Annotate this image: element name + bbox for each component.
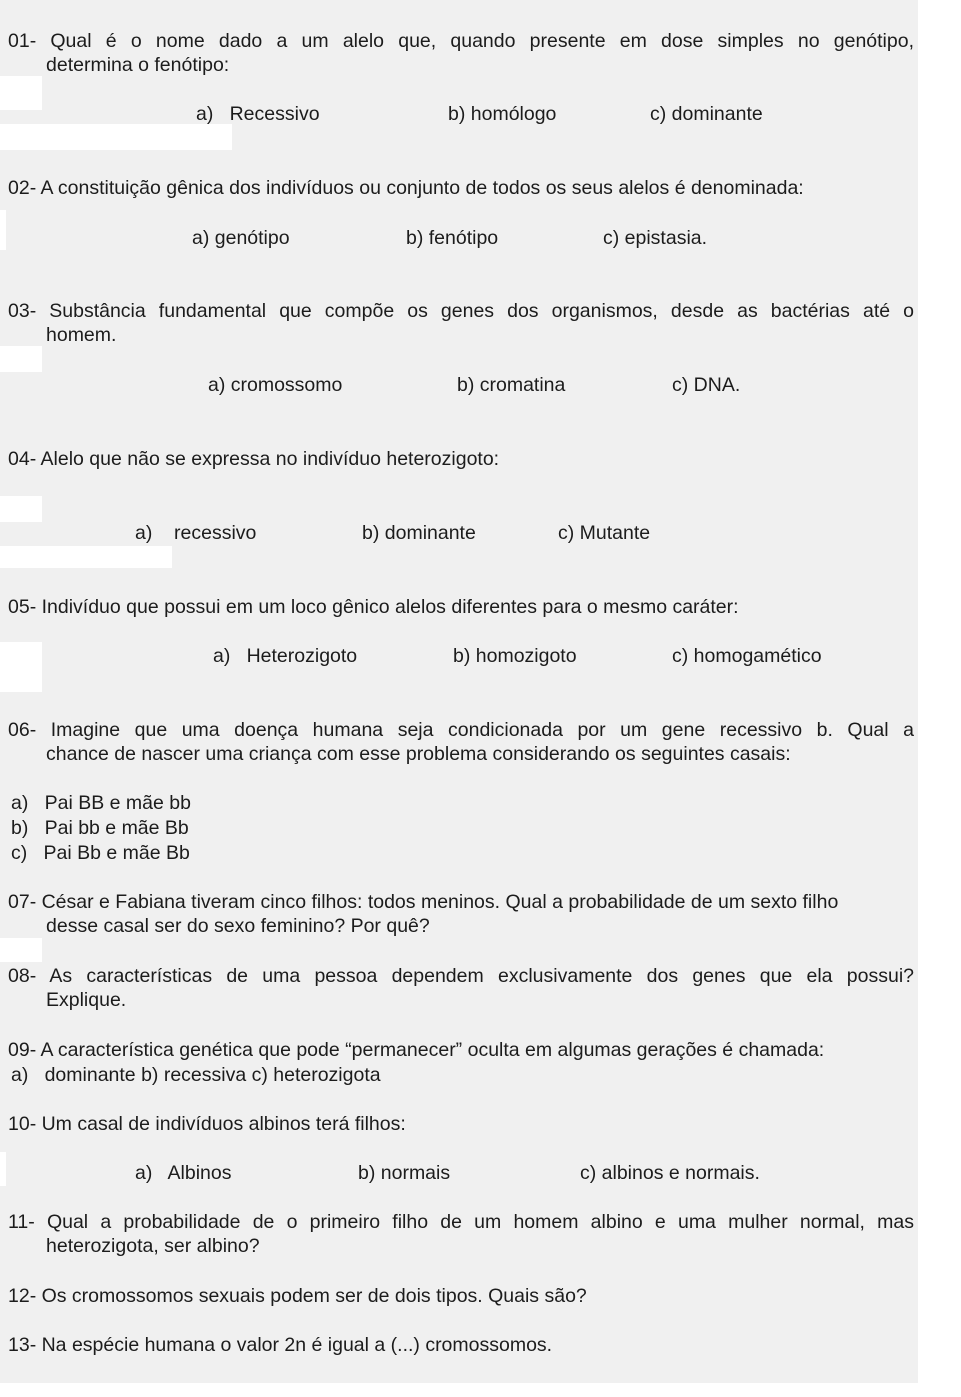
question-04-option-c: c) Mutante <box>558 522 651 544</box>
question-08-line-2: Explique. <box>46 989 127 1011</box>
question-03-option-b: b) cromatina <box>457 374 566 396</box>
question-01-option-c: c) dominante <box>650 103 763 125</box>
question-10-option-c: c) albinos e normais. <box>580 1162 760 1184</box>
question-11-line-1: 11- Qual a probabilidade de o primeiro filho de um homem albino e uma mulher normal, mas <box>8 1211 914 1233</box>
question-01-line-1: 01- Qual é o nome dado a um alelo que, quando presente em dose simples no genótipo, <box>8 30 914 52</box>
question-10-option-b: b) normais <box>358 1162 451 1184</box>
question-01-option-b: b) homólogo <box>448 103 557 125</box>
question-06-line-2: chance de nascer uma criança com esse problema considerando os seguintes casais: <box>46 743 791 765</box>
question-07-line-2: desse casal ser do sexo feminino? Por quê? <box>46 915 430 937</box>
question-04-option-a: a) recessivo <box>135 522 257 544</box>
question-05-option-a: a) Heterozigoto <box>213 645 358 667</box>
question-02-option-c: c) epistasia. <box>603 227 708 249</box>
question-03-line-1: 03- Substância fundamental que compõe os genes dos organismos, desde as bactérias até o <box>8 300 914 322</box>
scan-gap <box>0 496 42 522</box>
question-05-option-b: b) homozigoto <box>453 645 577 667</box>
question-06-line-1: 06- Imagine que uma doença humana seja condicionada por um gene recessivo b. Qual a <box>8 719 914 741</box>
question-01-option-a: a) Recessivo <box>196 103 320 125</box>
question-13-line-1: 13- Na espécie humana o valor 2n é igual a (...) cromossomos. <box>8 1334 553 1356</box>
question-12-line-1: 12- Os cromossomos sexuais podem ser de dois tipos. Quais são? <box>8 1285 587 1307</box>
question-01-line-2: determina o fenótipo: <box>46 54 230 76</box>
question-07-line-1: 07- César e Fabiana tiveram cinco filhos: todos meninos. Qual a probabilidade de um sexto filho <box>8 891 839 913</box>
question-05-option-c: c) homogamético <box>672 645 822 667</box>
question-09-line-2: a) dominante b) recessiva c) heterozigota <box>11 1064 381 1086</box>
question-06-option-a: a) Pai BB e mãe bb <box>11 792 191 814</box>
question-02-option-b: b) fenótipo <box>406 227 499 249</box>
scan-gap <box>0 346 42 372</box>
question-05-line-1: 05- Indivíduo que possui em um loco gênico alelos diferentes para o mesmo caráter: <box>8 596 739 618</box>
question-04-line-1: 04- Alelo que não se expressa no indivíduo heterozigoto: <box>8 448 500 470</box>
question-08-line-1: 08- As características de uma pessoa dependem exclusivamente dos genes que ela possui? <box>8 965 914 987</box>
scan-gap <box>0 938 42 962</box>
scan-gap <box>0 210 6 250</box>
question-11-line-2: heterozigota, ser albino? <box>46 1235 260 1257</box>
question-02-line-1: 02- A constituição gênica dos indivíduos ou conjunto de todos os seus alelos é denominada: <box>8 177 804 199</box>
scan-gap <box>0 124 232 150</box>
question-09-line-1: 09- A característica genética que pode “permanecer” oculta em algumas gerações é chamada: <box>8 1039 825 1061</box>
scan-gap <box>0 76 42 110</box>
question-06-option-c: c) Pai Bb e mãe Bb <box>11 842 190 864</box>
scan-gap <box>0 642 42 692</box>
question-10-line-1: 10- Um casal de indivíduos albinos terá filhos: <box>8 1113 406 1135</box>
scan-gap <box>0 546 172 568</box>
question-02-option-a: a) genótipo <box>192 227 290 249</box>
scan-gap <box>0 1152 6 1186</box>
question-03-option-c: c) DNA. <box>672 374 741 396</box>
question-04-option-b: b) dominante <box>362 522 476 544</box>
question-03-line-2: homem. <box>46 324 117 346</box>
question-06-option-b: b) Pai bb e mãe Bb <box>11 817 189 839</box>
question-03-option-a: a) cromossomo <box>208 374 343 396</box>
question-10-option-a: a) Albinos <box>135 1162 232 1184</box>
